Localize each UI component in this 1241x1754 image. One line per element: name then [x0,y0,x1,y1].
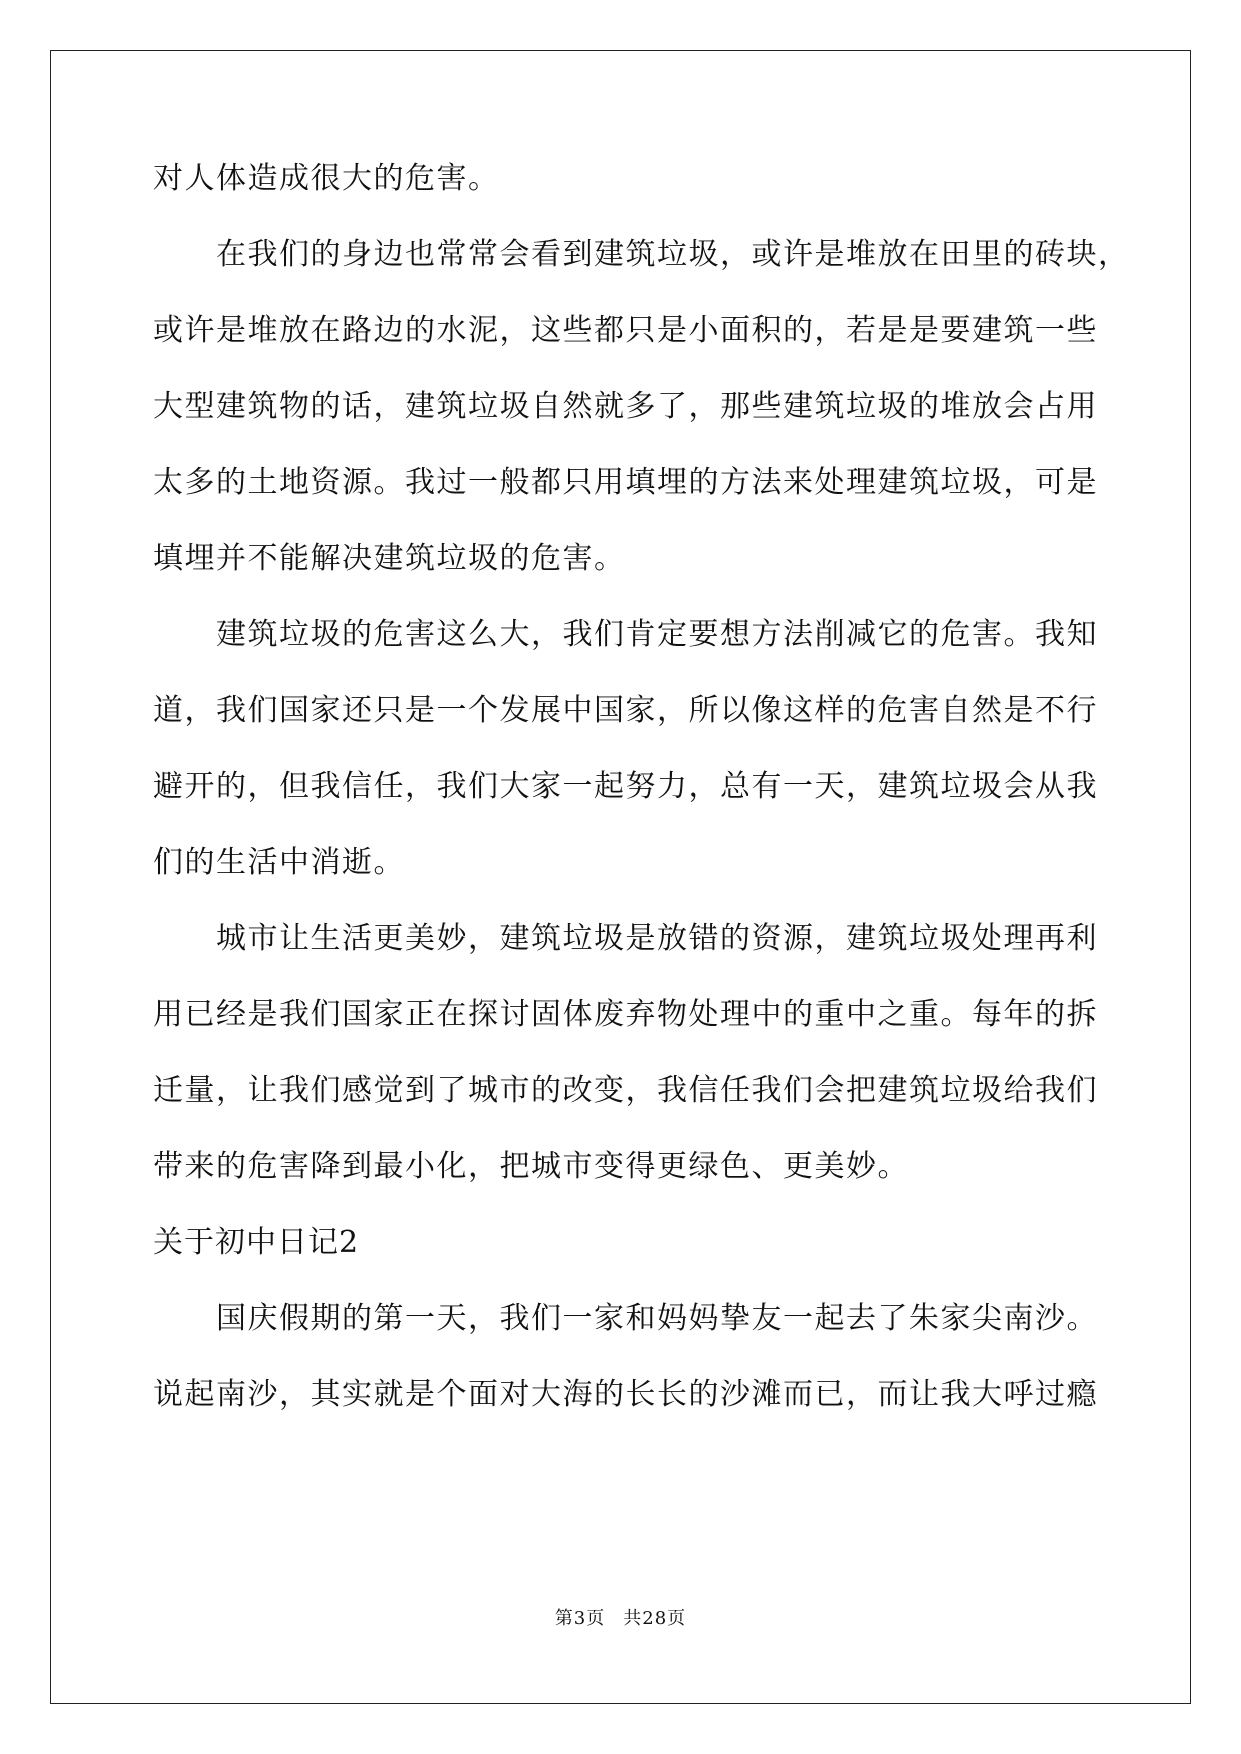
body-line: 太多的土地资源。我过一般都只用填埋的方法来处理建筑垃圾，可是 [153,465,1098,500]
document-body [153,160,1130,1452]
body-line: 用已经是我们国家正在探讨固体废弃物处理中的重中之重。每年的拆 [153,997,1098,1032]
body-line: 道，我们国家还只是一个发展中国家，所以像这样的危害自然是不行 [153,693,1098,728]
body-line: 大型建筑物的话，建筑垃圾自然就多了，那些建筑垃圾的堆放会占用 [153,389,1098,424]
body-line: 说起南沙，其实就是个面对大海的长长的沙滩而已，而让我大呼过瘾 [153,1377,1098,1412]
page-total: 共28页 [623,1608,687,1629]
body-line: 国庆假期的第一天，我们一家和妈妈挚友一起去了朱家尖南沙。 [216,1301,1098,1336]
body-line: 们的生活中消逝。 [153,845,405,880]
page-number: 第3页 [554,1608,606,1629]
body-line: 建筑垃圾的危害这么大，我们肯定要想方法削减它的危害。我知 [216,617,1098,652]
body-line: 填埋并不能解决建筑垃圾的危害。 [153,541,626,576]
body-line: 带来的危害降到最小化，把城市变得更绿色、更美妙。 [153,1149,909,1184]
body-line: 或许是堆放在路边的水泥，这些都只是小面积的，若是是要建筑一些 [153,313,1098,348]
page-footer [0,1604,1241,1630]
body-line: 城市让生活更美妙，建筑垃圾是放错的资源，建筑垃圾处理再利 [216,921,1098,956]
body-line: 在我们的身边也常常会看到建筑垃圾，或许是堆放在田里的砖块， [216,237,1130,272]
section-heading: 关于初中日记2 [153,1225,360,1260]
body-line: 对人体造成很大的危害。 [153,161,500,196]
body-line: 避开的，但我信任，我们大家一起努力，总有一天，建筑垃圾会从我 [153,769,1098,804]
body-line: 迁量，让我们感觉到了城市的改变，我信任我们会把建筑垃圾给我们 [153,1073,1098,1108]
